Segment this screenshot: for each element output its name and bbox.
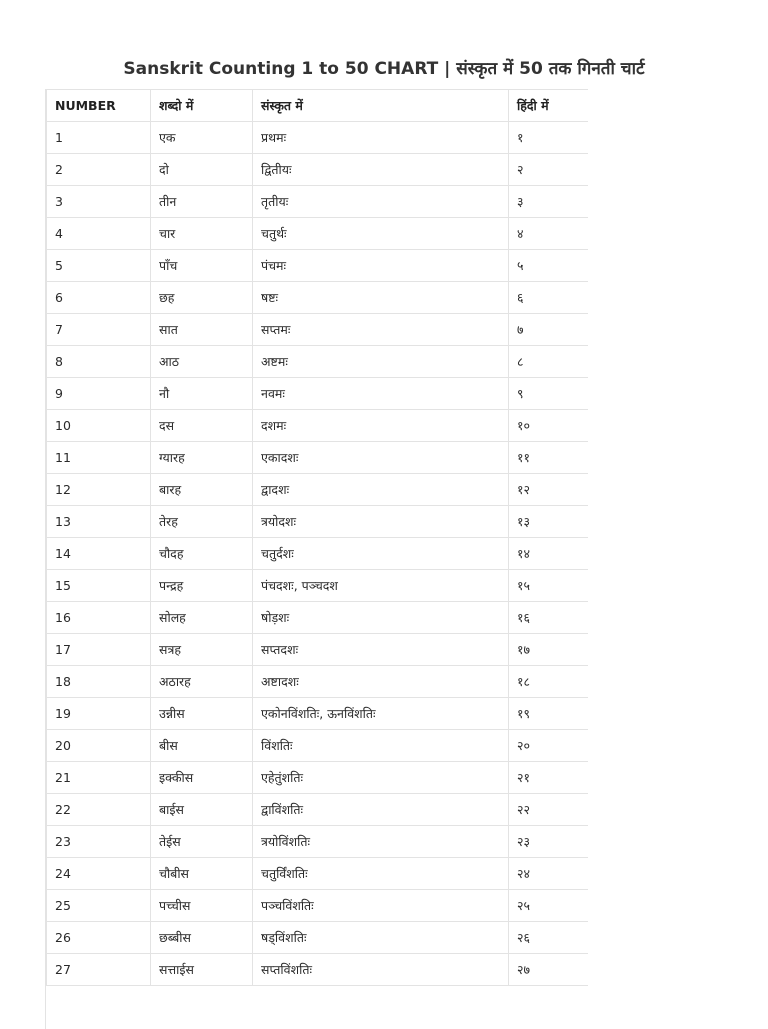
- cell-sanskrit: सप्तमः: [253, 314, 509, 346]
- cell-sanskrit: षष्टः: [253, 282, 509, 314]
- table-row: [47, 506, 589, 538]
- cell-hindi: २५: [509, 890, 589, 922]
- cell-hindi: १५: [509, 570, 589, 602]
- cell-hindi: ५: [509, 250, 589, 282]
- cell-words: पाँच: [151, 250, 253, 282]
- cell-words: तेईस: [151, 826, 253, 858]
- cell-number: 26: [47, 922, 151, 954]
- header-words: शब्दो में: [151, 90, 253, 122]
- table-row: [47, 698, 589, 730]
- cell-hindi: ६: [509, 282, 589, 314]
- cell-hindi: १८: [509, 666, 589, 698]
- table-row: [47, 282, 589, 314]
- cell-words: एक: [151, 122, 253, 154]
- cell-number: 24: [47, 858, 151, 890]
- cell-number: 4: [47, 218, 151, 250]
- cell-hindi: ८: [509, 346, 589, 378]
- cell-sanskrit: षड्विंशतिः: [253, 922, 509, 954]
- cell-number: 1: [47, 122, 151, 154]
- cell-sanskrit: पंचमः: [253, 250, 509, 282]
- cell-sanskrit: एकोनविंशतिः, ऊनविंशतिः: [253, 698, 509, 730]
- header-sanskrit: संस्कृत में: [253, 90, 509, 122]
- cell-hindi: २३: [509, 826, 589, 858]
- table-header: [47, 90, 589, 122]
- cell-number: 8: [47, 346, 151, 378]
- cell-sanskrit: पंचदशः, पञ्चदश: [253, 570, 509, 602]
- cell-sanskrit: अष्टादशः: [253, 666, 509, 698]
- cell-hindi: ७: [509, 314, 589, 346]
- header-hindi: हिंदी में: [509, 90, 589, 122]
- cell-words: बारह: [151, 474, 253, 506]
- cell-sanskrit: अष्टमः: [253, 346, 509, 378]
- cell-hindi: १४: [509, 538, 589, 570]
- table-row: [47, 730, 589, 762]
- cell-words: सत्रह: [151, 634, 253, 666]
- cell-words: चार: [151, 218, 253, 250]
- cell-sanskrit: तृतीयः: [253, 186, 509, 218]
- cell-number: 17: [47, 634, 151, 666]
- cell-words: उन्नीस: [151, 698, 253, 730]
- cell-sanskrit: विंशतिः: [253, 730, 509, 762]
- cell-number: 27: [47, 954, 151, 986]
- cell-number: 2: [47, 154, 151, 186]
- header-row: [47, 90, 589, 122]
- cell-words: नौ: [151, 378, 253, 410]
- cell-hindi: १०: [509, 410, 589, 442]
- cell-hindi: २१: [509, 762, 589, 794]
- table-row: [47, 154, 589, 186]
- cell-hindi: १६: [509, 602, 589, 634]
- table-row: [47, 570, 589, 602]
- cell-words: छह: [151, 282, 253, 314]
- cell-sanskrit: दशमः: [253, 410, 509, 442]
- cell-sanskrit: त्रयोदशः: [253, 506, 509, 538]
- cell-number: 23: [47, 826, 151, 858]
- table-row: [47, 666, 589, 698]
- cell-words: पन्द्रह: [151, 570, 253, 602]
- cell-sanskrit: एकादशः: [253, 442, 509, 474]
- table-row: [47, 922, 589, 954]
- cell-words: तेरह: [151, 506, 253, 538]
- cell-sanskrit: चतुर्थः: [253, 218, 509, 250]
- cell-words: सोलह: [151, 602, 253, 634]
- cell-number: 9: [47, 378, 151, 410]
- table-row: [47, 538, 589, 570]
- table-row: [47, 890, 589, 922]
- cell-hindi: ४: [509, 218, 589, 250]
- cell-number: 11: [47, 442, 151, 474]
- cell-hindi: ११: [509, 442, 589, 474]
- table-row: [47, 218, 589, 250]
- cell-hindi: १९: [509, 698, 589, 730]
- cell-number: 18: [47, 666, 151, 698]
- cell-number: 21: [47, 762, 151, 794]
- cell-hindi: २७: [509, 954, 589, 986]
- cell-words: चौदह: [151, 538, 253, 570]
- table-row: [47, 954, 589, 986]
- cell-sanskrit: द्वादशः: [253, 474, 509, 506]
- table-row: [47, 186, 589, 218]
- cell-sanskrit: सप्तदशः: [253, 634, 509, 666]
- cell-hindi: २४: [509, 858, 589, 890]
- cell-sanskrit: चतुर्विंशतिः: [253, 858, 509, 890]
- cell-words: चौबीस: [151, 858, 253, 890]
- cell-number: 19: [47, 698, 151, 730]
- cell-hindi: २: [509, 154, 589, 186]
- table-row: [47, 250, 589, 282]
- cell-sanskrit: पञ्चविंशतिः: [253, 890, 509, 922]
- cell-words: आठ: [151, 346, 253, 378]
- cell-words: बीस: [151, 730, 253, 762]
- cell-words: दो: [151, 154, 253, 186]
- cell-words: अठारह: [151, 666, 253, 698]
- cell-number: 6: [47, 282, 151, 314]
- cell-words: दस: [151, 410, 253, 442]
- cell-words: पच्चीस: [151, 890, 253, 922]
- table-row: [47, 634, 589, 666]
- cell-words: सात: [151, 314, 253, 346]
- cell-words: सत्ताईस: [151, 954, 253, 986]
- cell-hindi: ३: [509, 186, 589, 218]
- cell-hindi: १: [509, 122, 589, 154]
- cell-number: 16: [47, 602, 151, 634]
- table-row: [47, 346, 589, 378]
- cell-sanskrit: प्रथमः: [253, 122, 509, 154]
- cell-number: 15: [47, 570, 151, 602]
- cell-words: इक्कीस: [151, 762, 253, 794]
- cell-number: 13: [47, 506, 151, 538]
- cell-sanskrit: सप्तविंशतिः: [253, 954, 509, 986]
- cell-number: 12: [47, 474, 151, 506]
- cell-hindi: २६: [509, 922, 589, 954]
- cell-hindi: ९: [509, 378, 589, 410]
- cell-hindi: २२: [509, 794, 589, 826]
- table-row: [47, 122, 589, 154]
- cell-words: तीन: [151, 186, 253, 218]
- header-number: NUMBER: [47, 90, 151, 122]
- table-row: [47, 794, 589, 826]
- table-row: [47, 474, 589, 506]
- cell-words: छब्बीस: [151, 922, 253, 954]
- cell-words: बाईस: [151, 794, 253, 826]
- table-row: [47, 762, 589, 794]
- cell-number: 10: [47, 410, 151, 442]
- table-row: [47, 410, 589, 442]
- table-body: [47, 122, 589, 986]
- table-row: [47, 378, 589, 410]
- cell-number: 22: [47, 794, 151, 826]
- cell-number: 20: [47, 730, 151, 762]
- cell-hindi: १७: [509, 634, 589, 666]
- table-row: [47, 314, 589, 346]
- counting-table-container: [45, 89, 588, 1029]
- cell-number: 7: [47, 314, 151, 346]
- cell-sanskrit: षोड़शः: [253, 602, 509, 634]
- counting-table: [46, 89, 588, 986]
- page-title: Sanskrit Counting 1 to 50 CHART | संस्कृत में 50 तक गिनती चार्ट: [123, 59, 645, 80]
- cell-number: 3: [47, 186, 151, 218]
- cell-number: 5: [47, 250, 151, 282]
- table-row: [47, 442, 589, 474]
- cell-sanskrit: एहेतुंशतिः: [253, 762, 509, 794]
- table-row: [47, 858, 589, 890]
- cell-words: ग्यारह: [151, 442, 253, 474]
- cell-sanskrit: द्वाविंशतिः: [253, 794, 509, 826]
- cell-sanskrit: त्रयोविंशतिः: [253, 826, 509, 858]
- cell-sanskrit: चतुर्दशः: [253, 538, 509, 570]
- cell-hindi: २०: [509, 730, 589, 762]
- cell-sanskrit: द्वितीयः: [253, 154, 509, 186]
- cell-hindi: १३: [509, 506, 589, 538]
- cell-number: 14: [47, 538, 151, 570]
- table-row: [47, 602, 589, 634]
- cell-number: 25: [47, 890, 151, 922]
- table-row: [47, 826, 589, 858]
- cell-hindi: १२: [509, 474, 589, 506]
- cell-sanskrit: नवमः: [253, 378, 509, 410]
